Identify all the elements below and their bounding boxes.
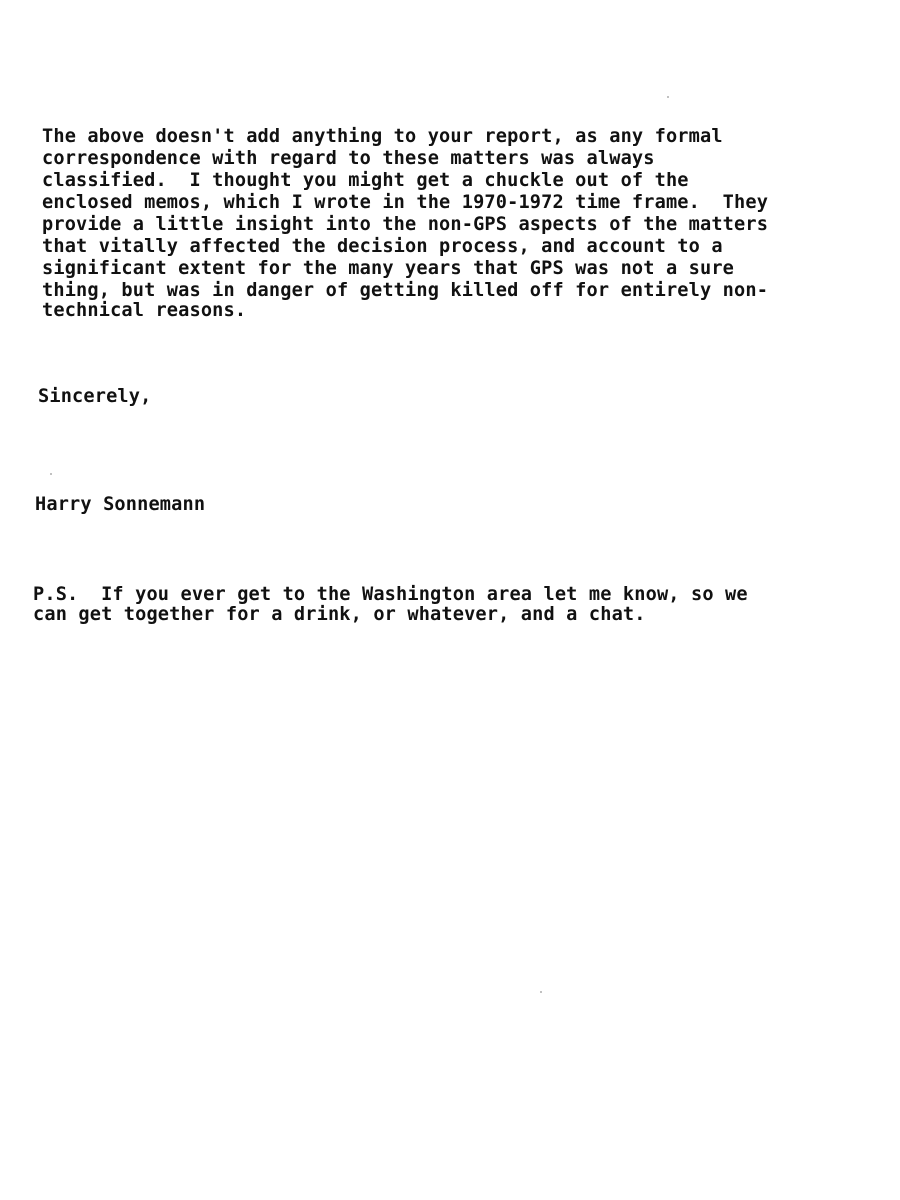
scan-speck — [667, 96, 669, 98]
body-line: significant extent for the many years that GPS was not a sure — [42, 258, 735, 279]
closing: Sincerely, — [38, 386, 152, 407]
ps-line: P.S. If you ever get to the Washington area let me know, so we — [33, 584, 748, 605]
signature-name: Harry Sonnemann — [35, 494, 206, 515]
body-line: correspondence with regard to these matters was always — [42, 148, 655, 169]
body-line: provide a little insight into the non-GPS aspects of the matters — [42, 214, 769, 235]
body-line: that vitally affected the decision process, and account to a — [42, 236, 723, 257]
scan-speck — [540, 991, 542, 993]
ps-line: can get together for a drink, or whatever, and a chat. — [33, 604, 646, 625]
body-line: thing, but was in danger of getting killed off for entirely non- — [42, 280, 769, 301]
body-line: classified. I thought you might get a chuckle out of the — [42, 170, 689, 191]
scan-speck — [50, 473, 52, 475]
body-line: The above doesn't add anything to your report, as any formal — [42, 126, 723, 147]
body-line: technical reasons. — [42, 300, 247, 321]
body-line: enclosed memos, which I wrote in the 1970-1972 time frame. They — [42, 192, 769, 213]
